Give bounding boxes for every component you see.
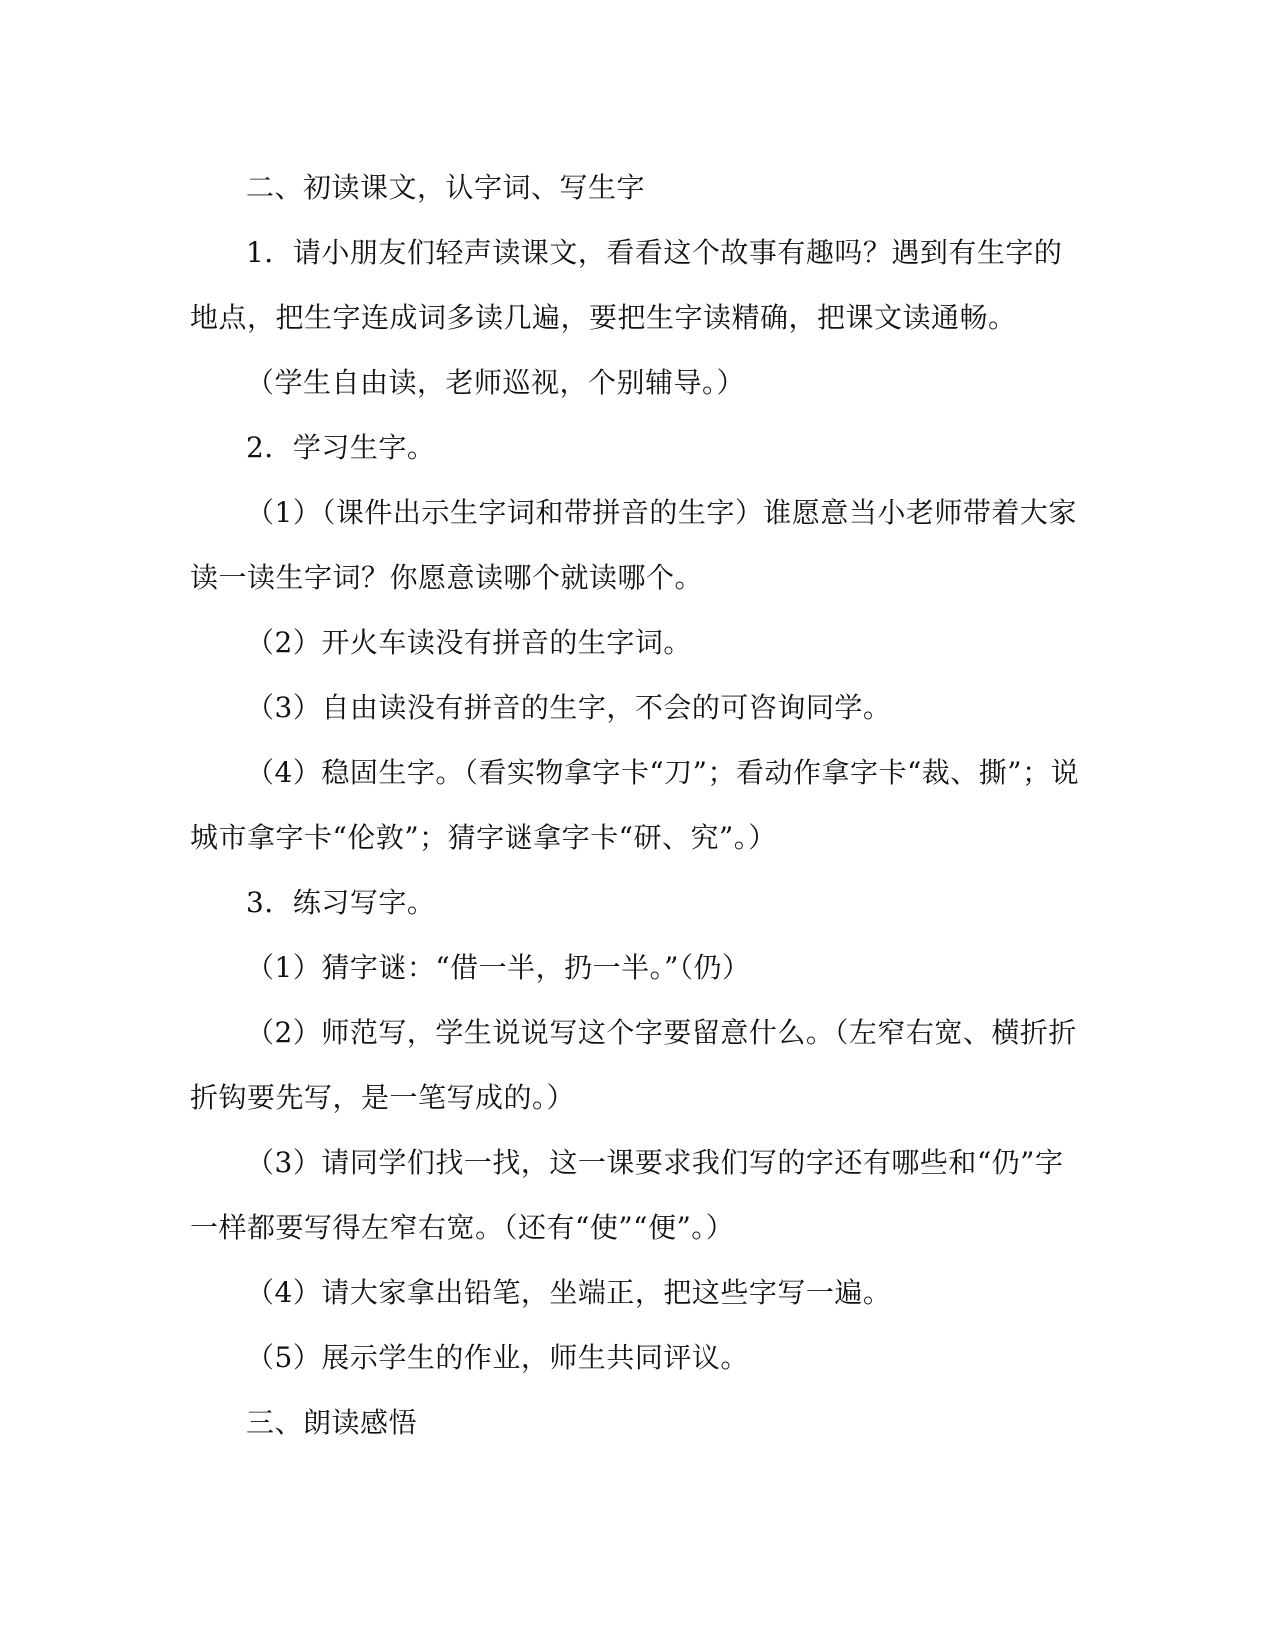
section-heading: 三、朗读感悟 <box>246 1406 418 1439</box>
paragraph: （4）请大家拿出铅笔，坐端正，把这些字写一遍。 <box>246 1276 892 1309</box>
paragraph: （3）请同学们找一找，这一课要求我们写的字还有哪些和“仍”字一样都要写得左窄右宽。（还有“使”“便”。） <box>190 1146 1064 1244</box>
paragraph: （4）稳固生字。（看实物拿字卡“刀”；看动作拿字卡“裁、撕”；说城市拿字卡“伦敦”；猜字谜拿字卡“研、究”。） <box>190 756 1080 854</box>
paragraph: （3）自由读没有拼音的生字，不会的可咨询同学。 <box>246 691 892 724</box>
paragraph: 1．请小朋友们轻声读课文，看看这个故事有趣吗？遇到有生字的地点，把生字连成词多读几遍，要把生字读精确，把课文读通畅。 <box>190 236 1063 334</box>
paragraph: 3．练习写字。 <box>246 886 436 919</box>
paragraph: （2）开火车读没有拼音的生字词。 <box>246 626 692 659</box>
section-heading: 二、初读课文，认字词、写生字 <box>246 171 646 204</box>
document-body <box>190 155 1085 1455</box>
paragraph: （5）展示学生的作业，师生共同评议。 <box>246 1341 749 1374</box>
paragraph: （1）猜字谜：“借一半，扔一半。”（仍） <box>246 951 751 984</box>
paragraph: （2）师范写，学生说说写这个字要留意什么。（左窄右宽、横折折折钩要先写，是一笔写成的。） <box>190 1016 1077 1114</box>
paragraph: （1）（课件出示生字词和带拼音的生字）谁愿意当小老师带着大家读一读生字词？你愿意读哪个就读哪个。 <box>190 496 1077 594</box>
paragraph: 2．学习生字。 <box>246 431 436 464</box>
paragraph: （学生自由读，老师巡视，个别辅导。） <box>246 366 746 399</box>
